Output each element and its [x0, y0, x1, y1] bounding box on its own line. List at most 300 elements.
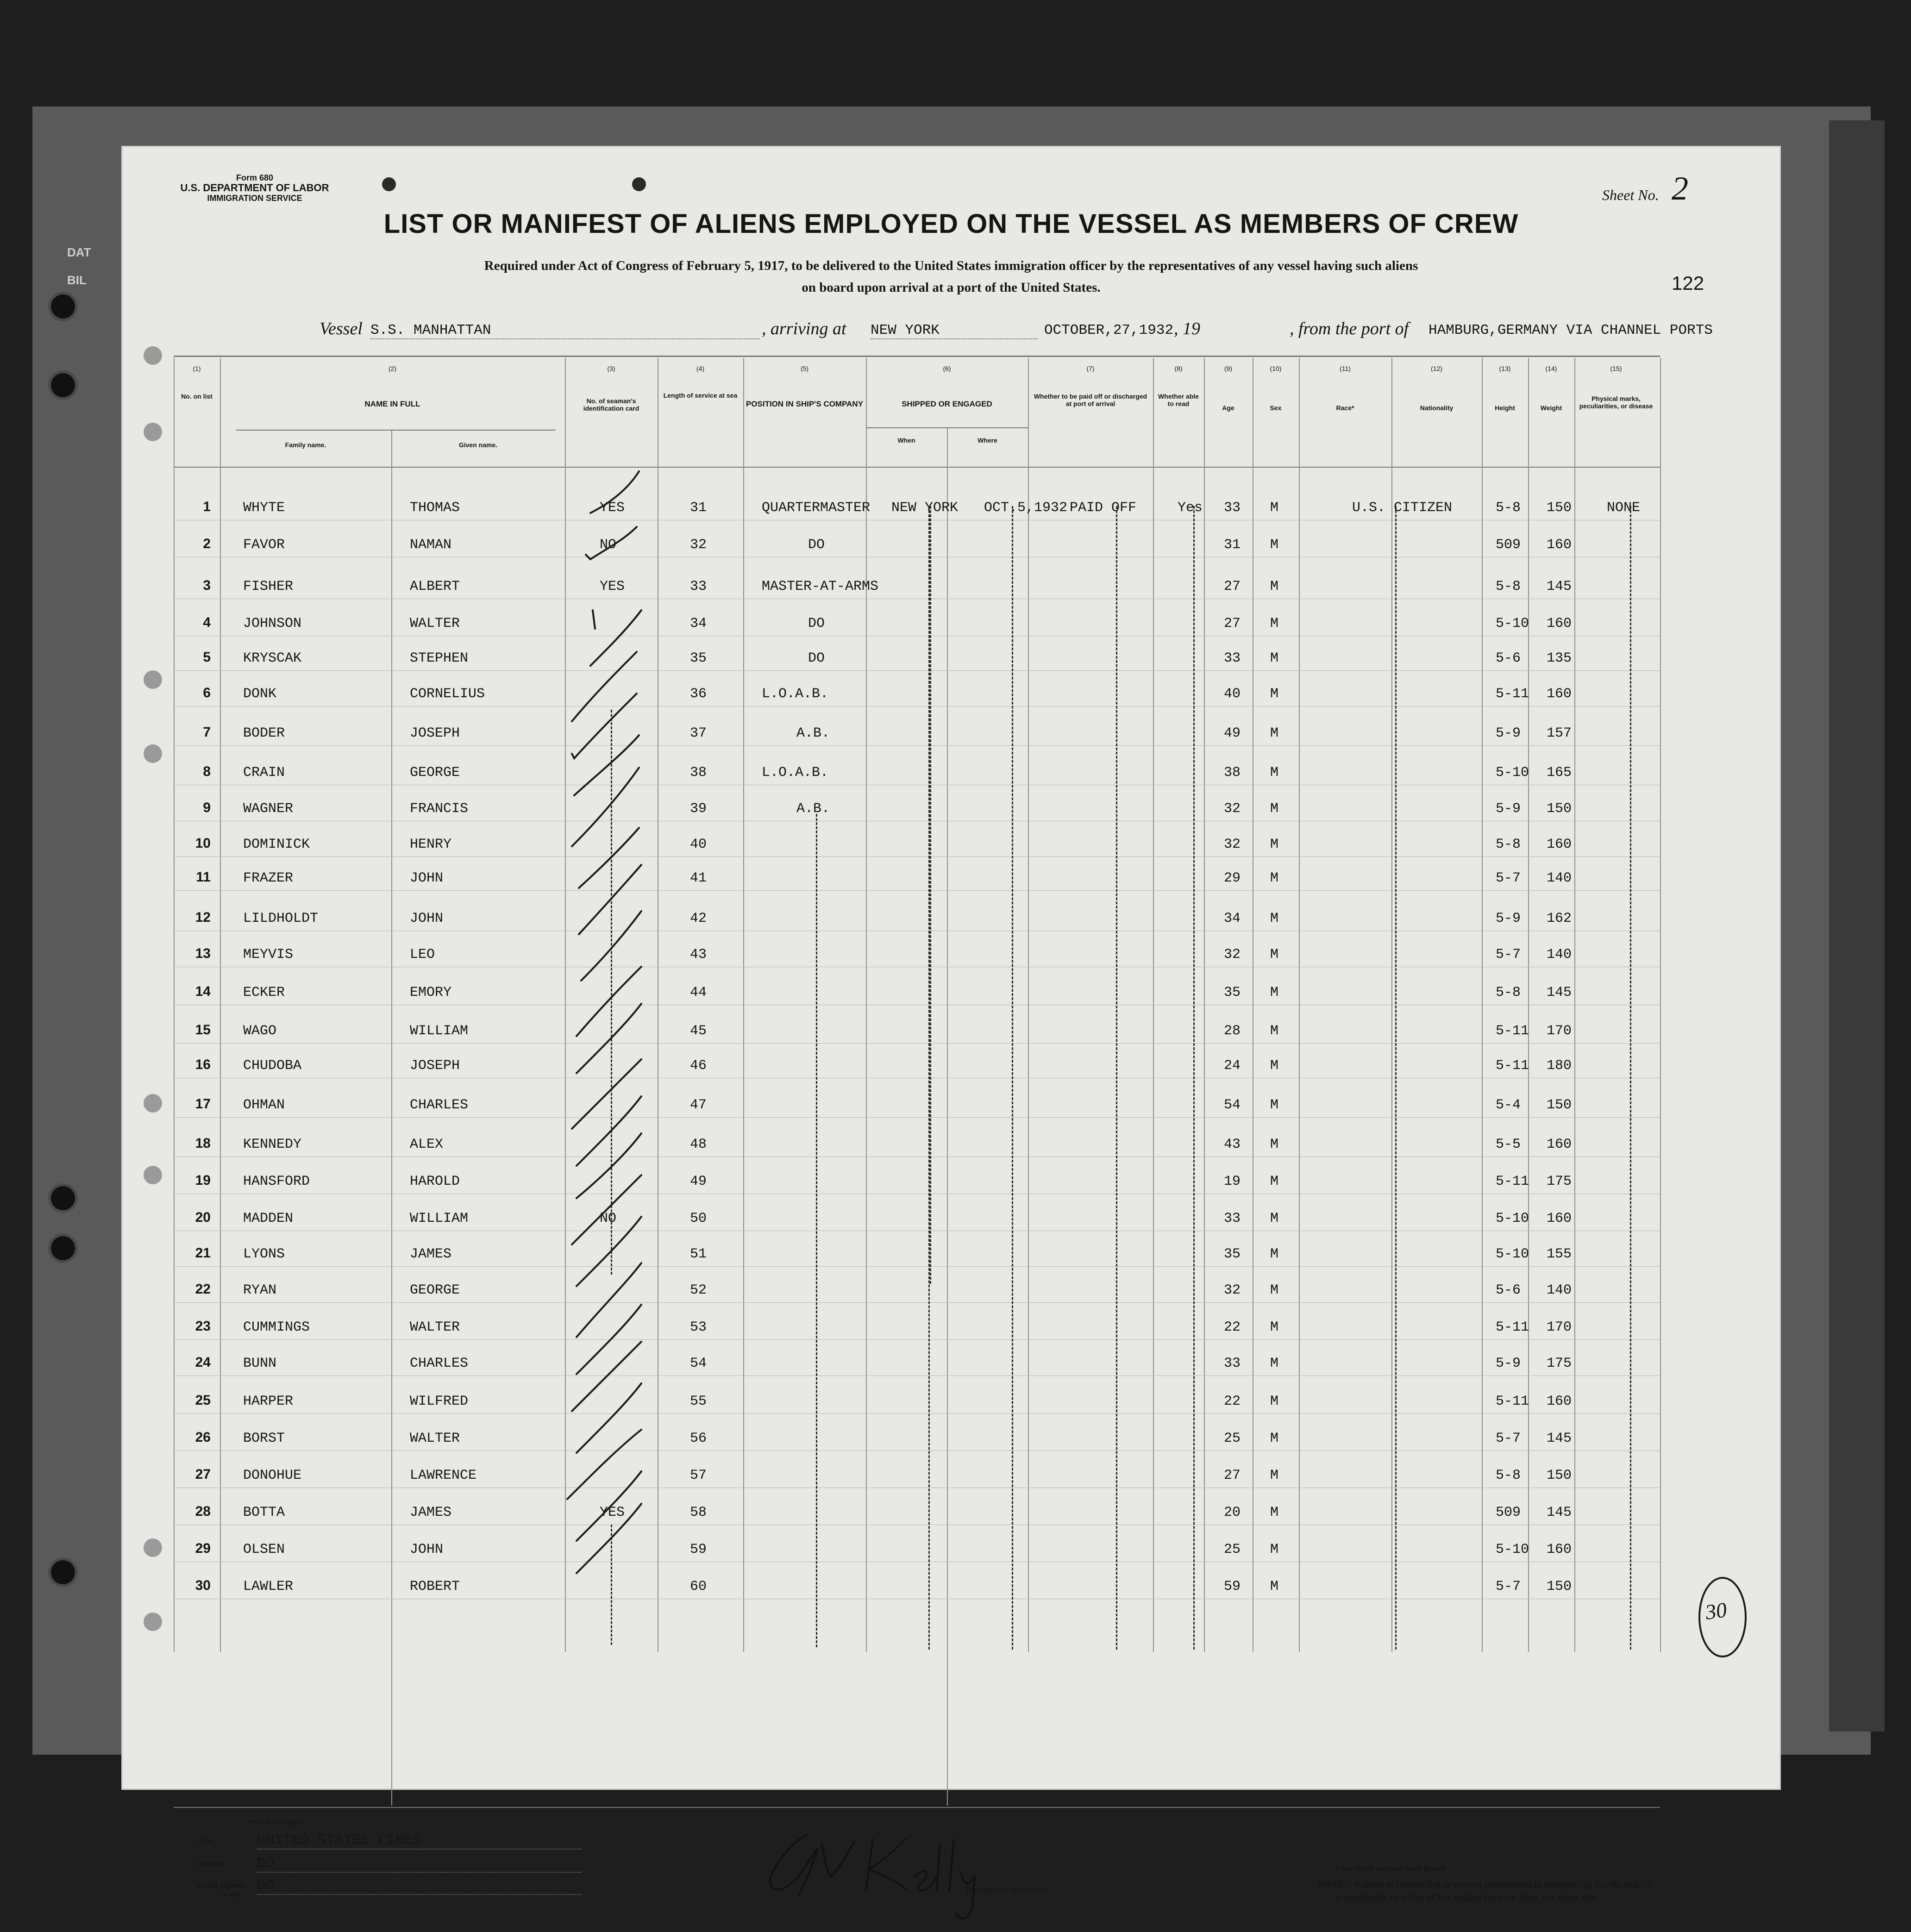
height-cell: 509 [1496, 1505, 1521, 1520]
marks-cell: NONE [1607, 500, 1641, 516]
row-number: 30 [195, 1578, 211, 1593]
weight-cell: 170 [1547, 1023, 1572, 1039]
family-name-cell: MEYVIS [243, 947, 294, 963]
height-cell: 5-8 [1496, 985, 1521, 1000]
family-name-cell: LILDHOLDT [243, 911, 319, 926]
service-cell: 60 [690, 1579, 707, 1594]
sex-cell: M [1270, 1282, 1279, 1298]
given-name-cell: ALBERT [410, 579, 460, 594]
table-bottom-rule [174, 1807, 1660, 1808]
row-rule [174, 670, 1660, 671]
weight-cell: 162 [1547, 911, 1572, 926]
sex-cell: M [1270, 1211, 1279, 1226]
given-name-cell: JOHN [410, 870, 444, 886]
weight-cell: 150 [1547, 500, 1572, 516]
sex-cell: M [1270, 1246, 1279, 1262]
sex-cell: M [1270, 1097, 1279, 1113]
col-number: (10) [1270, 365, 1282, 372]
sex-cell: M [1270, 1468, 1279, 1483]
given-name-cell: LEO [410, 947, 435, 963]
row-number: 22 [195, 1282, 211, 1297]
punch-hole [144, 1613, 162, 1631]
weight-cell: 150 [1547, 1468, 1572, 1483]
col-number: (12) [1431, 365, 1442, 372]
position-cell: A.B. [796, 801, 830, 817]
subtitle-line-2: on board upon arrival at a port of the United States. [802, 280, 1101, 295]
family-name-cell: FISHER [243, 579, 294, 594]
row-number: 10 [195, 836, 211, 851]
row-rule [174, 1117, 1660, 1118]
col-number: (9) [1224, 365, 1233, 372]
row-number: 3 [203, 578, 211, 593]
col-head-age: Age [1222, 404, 1234, 412]
col-number: (4) [696, 365, 705, 372]
given-name-cell: JAMES [410, 1246, 452, 1262]
age-cell: 32 [1224, 1282, 1241, 1298]
row-number: 29 [195, 1541, 211, 1556]
height-cell: 5-10 [1496, 616, 1529, 631]
col-head-read: Whether able to read [1158, 393, 1199, 407]
age-cell: 40 [1224, 686, 1241, 702]
service-cell: 55 [690, 1394, 707, 1409]
service-cell: 42 [690, 911, 707, 926]
given-name-cell: WILLIAM [410, 1023, 469, 1039]
age-cell: 28 [1224, 1023, 1241, 1039]
given-name-cell: GEORGE [410, 1282, 460, 1298]
weight-cell: 155 [1547, 1246, 1572, 1262]
service-cell: 46 [690, 1058, 707, 1074]
sex-cell: M [1270, 1431, 1279, 1446]
service-cell: 35 [690, 650, 707, 666]
given-name-cell: JOSEPH [410, 725, 460, 741]
sex-cell: M [1270, 650, 1279, 666]
sex-cell: M [1270, 1505, 1279, 1520]
agents-label: Local Agents [197, 1881, 246, 1890]
col-head-card: No. of seaman's identification card [583, 397, 639, 412]
given-name-cell: ALEX [410, 1137, 444, 1152]
row-rule [174, 1266, 1660, 1267]
penalty-note-1: NOTE.—Failure to furnish full or correct information in columns (2), (5), (6) and (7) [1317, 1880, 1652, 1890]
age-cell: 33 [1224, 1211, 1241, 1226]
service-cell: 52 [690, 1282, 707, 1298]
age-cell: 33 [1224, 650, 1241, 666]
ditto-line [930, 506, 931, 1284]
given-name-cell: WILLIAM [410, 1211, 469, 1226]
penalty-note-2: is punishable by a fine of Ten Dollars for each alien. See other side. [1336, 1893, 1599, 1903]
height-cell: 5-9 [1496, 801, 1521, 817]
age-cell: 33 [1224, 1356, 1241, 1371]
paid-off-cell: PAID OFF [1070, 500, 1137, 516]
age-cell: 32 [1224, 837, 1241, 852]
punch-hole [382, 177, 396, 191]
age-cell: 29 [1224, 870, 1241, 886]
family-name-cell: LYONS [243, 1246, 285, 1262]
sex-cell: M [1270, 1579, 1279, 1594]
weight-cell: 160 [1547, 537, 1572, 553]
row-number: 15 [195, 1022, 211, 1038]
age-cell: 25 [1224, 1542, 1241, 1557]
given-name-cell: JOHN [410, 1542, 444, 1557]
height-cell: 509 [1496, 537, 1521, 553]
row-rule [174, 1339, 1660, 1340]
vessel-name: S.S. MANHATTAN [370, 322, 759, 339]
weight-cell: 140 [1547, 870, 1572, 886]
row-number: 2 [203, 536, 211, 551]
height-cell: 5-7 [1496, 1431, 1521, 1446]
punch-hole [144, 1094, 162, 1113]
binder-hole [51, 1186, 75, 1210]
service-cell: 43 [690, 947, 707, 963]
service-cell: 36 [690, 686, 707, 702]
row-number: 17 [195, 1096, 211, 1112]
weight-cell: 175 [1547, 1174, 1572, 1189]
punch-hole [144, 1166, 162, 1184]
service-cell: 50 [690, 1211, 707, 1226]
age-cell: 35 [1224, 1246, 1241, 1262]
vessel-label: Vessel [320, 319, 363, 338]
line-label: Line [197, 1836, 213, 1845]
sex-cell: M [1270, 500, 1279, 516]
family-name-cell: BUNN [243, 1356, 277, 1371]
given-name-cell: ROBERT [410, 1579, 460, 1594]
binder-hole [51, 294, 75, 319]
service-cell: 54 [690, 1356, 707, 1371]
age-cell: 35 [1224, 985, 1241, 1000]
sex-cell: M [1270, 1137, 1279, 1152]
height-cell: 5-7 [1496, 947, 1521, 963]
owners-label: Owners [197, 1859, 226, 1868]
binder-hole [51, 1560, 75, 1584]
agents-value: DO [257, 1878, 581, 1895]
family-name-cell: JOHNSON [243, 616, 302, 631]
family-name-cell: LAWLER [243, 1579, 294, 1594]
col-head-given: Given name. [458, 441, 498, 449]
given-name-cell: JOSEPH [410, 1058, 460, 1074]
family-name-cell: HARPER [243, 1394, 294, 1409]
given-name-cell: CHARLES [410, 1097, 469, 1113]
age-cell: 34 [1224, 911, 1241, 926]
service-cell: 44 [690, 985, 707, 1000]
age-cell: 27 [1224, 579, 1241, 594]
family-name-cell: CHUDOBA [243, 1058, 302, 1074]
ditto-line-when [928, 506, 930, 1650]
sex-cell: M [1270, 911, 1279, 926]
row-rule [174, 890, 1660, 891]
punch-hole [632, 177, 646, 191]
position-cell: L.O.A.B. [762, 686, 829, 702]
col-rule [391, 431, 392, 1806]
position-cell: DO [808, 650, 825, 666]
sheet-no-label: Sheet No. [1602, 187, 1659, 203]
position-cell: DO [808, 616, 825, 631]
col-number: (13) [1499, 365, 1511, 372]
given-name-cell: WALTER [410, 1431, 460, 1446]
age-cell: 20 [1224, 1505, 1241, 1520]
given-name-cell: JAMES [410, 1505, 452, 1520]
family-name-cell: CUMMINGS [243, 1319, 310, 1335]
ditto-line-position [816, 814, 817, 1647]
weight-cell: 160 [1547, 837, 1572, 852]
age-cell: 25 [1224, 1431, 1241, 1446]
row-number: 21 [195, 1245, 211, 1261]
given-name-cell: STEPHEN [410, 650, 469, 666]
row-number: 5 [203, 650, 211, 665]
service-cell: 49 [690, 1174, 707, 1189]
given-name-cell: THOMAS [410, 500, 460, 516]
col-number: (8) [1174, 365, 1183, 372]
ditto-line-race [1395, 506, 1397, 1650]
row-number: 12 [195, 910, 211, 925]
col-head-weight: Weight [1540, 404, 1562, 412]
given-name-cell: WALTER [410, 1319, 460, 1335]
col-head-marks: Physical marks, peculiarities, or disease [1579, 395, 1653, 410]
service-cell: 56 [690, 1431, 707, 1446]
service-cell: 51 [690, 1246, 707, 1262]
arriving-port: NEW YORK [871, 322, 1037, 339]
service-cell: 37 [690, 725, 707, 741]
punch-hole [144, 744, 162, 763]
service-cell: 45 [690, 1023, 707, 1039]
check-marks [558, 434, 651, 1619]
row-number: 9 [203, 800, 211, 815]
col-head-sex: Sex [1270, 404, 1282, 412]
service-cell: 38 [690, 765, 707, 781]
sex-cell: M [1270, 1542, 1279, 1557]
weight-cell: 140 [1547, 947, 1572, 963]
row-number: 11 [196, 869, 211, 885]
where-cell: OCT.5,1932 [984, 500, 1068, 516]
given-name-cell: JOHN [410, 911, 444, 926]
weight-cell: 157 [1547, 725, 1572, 741]
card-cell: YES [600, 500, 625, 516]
card-cell: YES [600, 579, 625, 594]
age-cell: 31 [1224, 537, 1241, 553]
sex-cell: M [1270, 765, 1279, 781]
sex-cell: M [1270, 537, 1279, 553]
height-cell: 5-4 [1496, 1097, 1521, 1113]
race-cell: U.S. CITIZEN [1352, 500, 1453, 516]
height-cell: 5-11 [1496, 1023, 1529, 1039]
weight-cell: 150 [1547, 1579, 1572, 1594]
header-bottom-rule [174, 467, 1660, 468]
age-cell: 19 [1224, 1174, 1241, 1189]
family-name-cell: DOMINICK [243, 837, 310, 852]
weight-cell: 165 [1547, 765, 1572, 781]
weight-cell: 160 [1547, 1137, 1572, 1152]
margin-text-1: DAT [67, 245, 91, 259]
punch-hole [144, 423, 162, 441]
weight-cell: 180 [1547, 1058, 1572, 1074]
age-cell: 49 [1224, 725, 1241, 741]
subtitle-line-1: Required under Act of Congress of February 5, 1917, to be delivered to the United States immigration officer by the representatives of any vessel having such aliens [484, 258, 1418, 273]
service-cell: 32 [690, 537, 707, 553]
age-cell: 27 [1224, 1468, 1241, 1483]
sex-cell: M [1270, 1058, 1279, 1074]
given-name-cell: WILFRED [410, 1394, 469, 1409]
height-cell: 5-11 [1496, 1319, 1529, 1335]
family-name-cell: KENNEDY [243, 1137, 302, 1152]
weight-cell: 160 [1547, 616, 1572, 631]
races-note: * See list of races on back hereof. [1336, 1864, 1447, 1873]
family-name-cell: FAVOR [243, 537, 285, 553]
row-number: 6 [203, 685, 211, 700]
sex-cell: M [1270, 837, 1279, 852]
given-name-cell: HAROLD [410, 1174, 460, 1189]
row-number: 7 [203, 725, 211, 740]
family-name-cell: DONOHUE [243, 1468, 302, 1483]
owners-value: DO [257, 1856, 581, 1873]
col-head-family: Family name. [285, 441, 326, 449]
service-cell: 57 [690, 1468, 707, 1483]
service-cell: 48 [690, 1137, 707, 1152]
service-cell: 53 [690, 1319, 707, 1335]
sex-cell: M [1270, 1319, 1279, 1335]
inspector-signature [766, 1826, 1007, 1932]
row-number: 27 [195, 1467, 211, 1482]
service-cell: 41 [690, 870, 707, 886]
from-port: HAMBURG,GERMANY VIA CHANNEL PORTS [1429, 322, 1713, 338]
sex-cell: M [1270, 579, 1279, 594]
weight-cell: 160 [1547, 1542, 1572, 1557]
card-cell: YES [600, 1505, 625, 1520]
height-cell: 5-8 [1496, 837, 1521, 852]
weight-cell: 145 [1547, 985, 1572, 1000]
family-name-cell: RYAN [243, 1282, 277, 1298]
weight-cell: 160 [1547, 686, 1572, 702]
row-number: 14 [195, 984, 211, 999]
age-cell: 22 [1224, 1394, 1241, 1409]
ditto-line-paid [1116, 506, 1117, 1650]
col-number: (6) [943, 365, 951, 372]
age-cell: 59 [1224, 1579, 1241, 1594]
sex-cell: M [1270, 725, 1279, 741]
page-title: LIST OR MANIFEST OF ALIENS EMPLOYED ON THE VESSEL AS MEMBERS OF CREW [383, 209, 1519, 239]
row-number: 13 [195, 946, 211, 961]
col-number: (14) [1545, 365, 1557, 372]
row-number: 8 [203, 764, 211, 779]
height-cell: 5-11 [1496, 1174, 1529, 1189]
age-cell: 24 [1224, 1058, 1241, 1074]
family-name-cell: WHYTE [243, 500, 285, 516]
height-cell: 5-9 [1496, 911, 1521, 926]
height-cell: 5-10 [1496, 1246, 1529, 1262]
service-cell: 58 [690, 1505, 707, 1520]
height-cell: 5-8 [1496, 500, 1521, 516]
family-name-cell: DONK [243, 686, 277, 702]
service-cell: 40 [690, 837, 707, 852]
service-cell: 39 [690, 801, 707, 817]
height-cell: 5-5 [1496, 1137, 1521, 1152]
col-number: (1) [193, 365, 201, 372]
row-number: 25 [195, 1393, 211, 1408]
row-number: 4 [203, 615, 211, 630]
row-number: 1 [203, 499, 211, 514]
position-cell: MASTER-AT-ARMS [762, 579, 879, 594]
age-cell: 32 [1224, 801, 1241, 817]
circled-count: 30 [1704, 1598, 1729, 1624]
given-name-cell: HENRY [410, 837, 452, 852]
service-cell: 33 [690, 579, 707, 594]
service-cell: 59 [690, 1542, 707, 1557]
sex-cell: M [1270, 686, 1279, 702]
weight-cell: 160 [1547, 1394, 1572, 1409]
weight-cell: 140 [1547, 1282, 1572, 1298]
height-cell: 5-6 [1496, 1282, 1521, 1298]
punch-hole [144, 346, 162, 365]
punch-hole [144, 670, 162, 689]
age-cell: 27 [1224, 616, 1241, 631]
position-cell: L.O.A.B. [762, 765, 829, 781]
height-cell: 5-6 [1496, 650, 1521, 666]
col-number: (3) [607, 365, 615, 372]
given-name-cell: FRANCIS [410, 801, 469, 817]
when-cell: NEW YORK [891, 500, 959, 516]
row-rule [174, 1413, 1660, 1414]
col-head-when: When [897, 437, 915, 444]
sex-cell: M [1270, 1394, 1279, 1409]
sex-cell: M [1270, 1356, 1279, 1371]
height-cell: 5-10 [1496, 765, 1529, 781]
weight-cell: 160 [1547, 1211, 1572, 1226]
backing-edge [1829, 120, 1885, 1732]
row-number: 16 [195, 1057, 211, 1072]
weight-cell: 150 [1547, 1097, 1572, 1113]
given-name-cell: CHARLES [410, 1356, 469, 1371]
col-head-height: Height [1495, 404, 1515, 412]
age-cell: 54 [1224, 1097, 1241, 1113]
row-rule [174, 706, 1660, 707]
sheet-number: 2 [1672, 170, 1688, 207]
binder-hole [51, 373, 75, 397]
height-cell: 5-11 [1496, 686, 1529, 702]
service-cell: 34 [690, 616, 707, 631]
col-head-nationality: Nationality [1420, 404, 1454, 412]
family-name-cell: HANSFORD [243, 1174, 310, 1189]
col-head-shipped: SHIPPED OR ENGAGED [902, 400, 992, 408]
height-cell: 5-8 [1496, 579, 1521, 594]
height-cell: 5-11 [1496, 1058, 1529, 1074]
read-cell: Yes [1178, 500, 1203, 516]
sex-cell: M [1270, 985, 1279, 1000]
height-cell: 5-9 [1496, 725, 1521, 741]
arriving-label: , arriving at [762, 319, 846, 338]
family-name-cell: KRYSCAK [243, 650, 302, 666]
col-head-name: NAME IN FULL [364, 400, 420, 408]
height-cell: 5-9 [1496, 1356, 1521, 1371]
agents-code: 14-1240 [220, 1892, 241, 1898]
form-service: IMMIGRATION SERVICE [207, 194, 302, 203]
form-department: U.S. DEPARTMENT OF LABOR [180, 182, 329, 194]
weight-cell: 145 [1547, 579, 1572, 594]
binder-hole [51, 1236, 75, 1260]
printed-in: Printed in England. [248, 1819, 307, 1826]
row-number: 28 [195, 1504, 211, 1519]
age-cell: 33 [1224, 500, 1241, 516]
position-cell: DO [808, 537, 825, 553]
col-head-no: No. on list [181, 393, 213, 400]
form-header [174, 173, 336, 203]
family-name-cell: CRAIN [243, 765, 285, 781]
family-name-cell: BODER [243, 725, 285, 741]
inspector-label: Immigrant Inspector. [965, 1883, 1051, 1895]
family-name-cell: BOTTA [243, 1505, 285, 1520]
arrival-date: OCTOBER,27,1932 [1044, 322, 1174, 338]
age-cell: 43 [1224, 1137, 1241, 1152]
col-head-position: POSITION IN SHIP'S COMPANY [746, 400, 864, 408]
family-name-cell: FRAZER [243, 870, 294, 886]
card-cell: NO [600, 537, 617, 553]
line-value: UNITED STATES LINES [257, 1832, 581, 1850]
